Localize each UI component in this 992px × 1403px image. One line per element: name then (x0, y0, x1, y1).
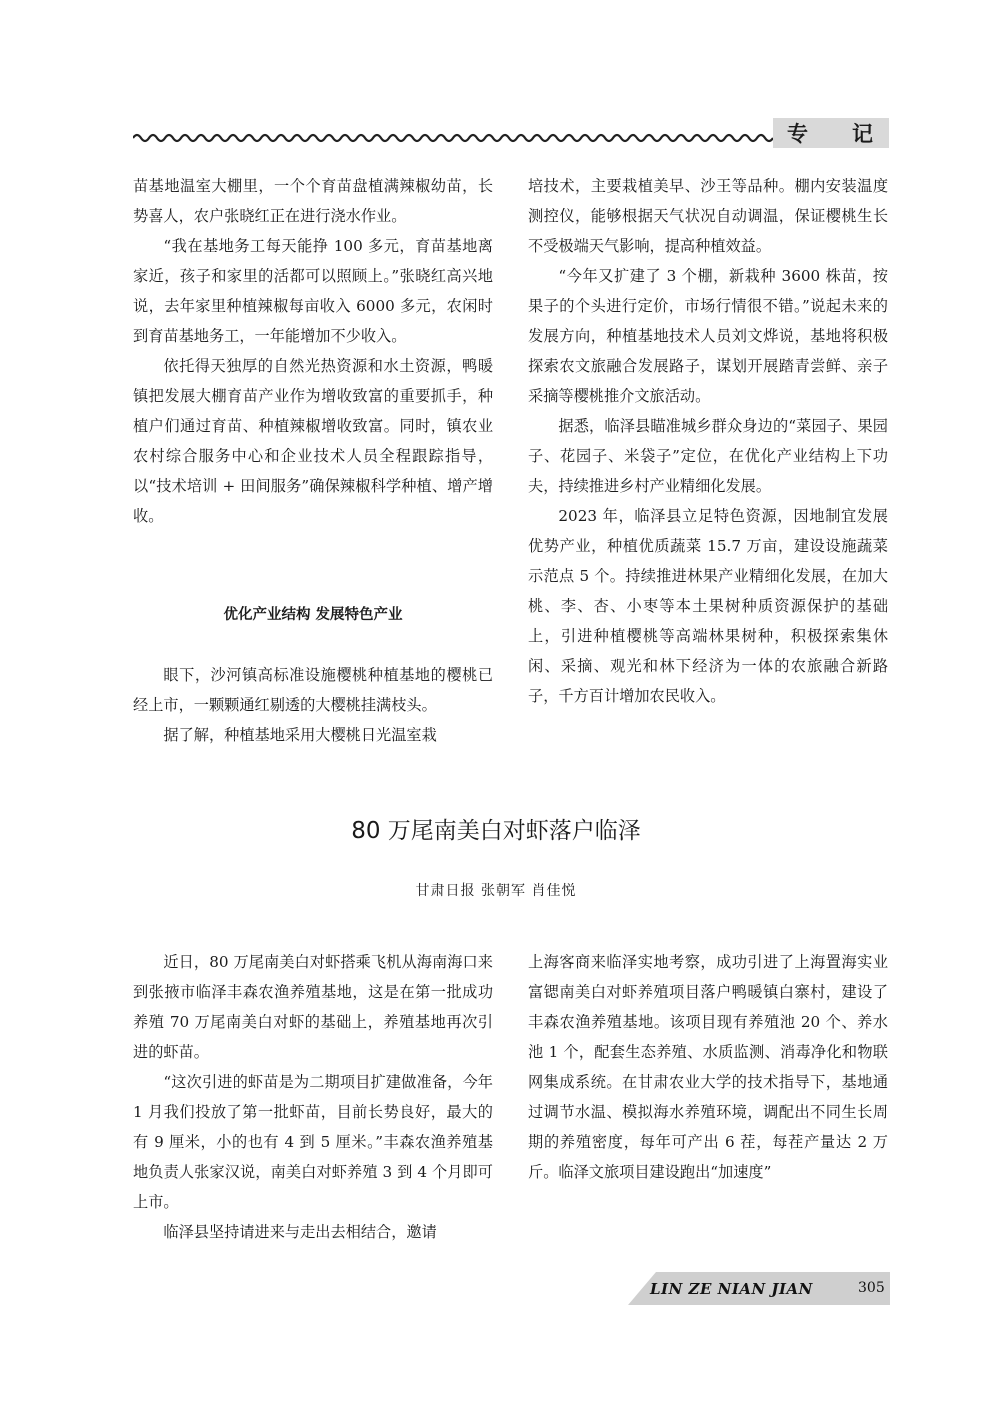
article-title: 80 万尾南美白对虾落户临泽 (351, 818, 641, 844)
paragraph: 上海客商来临泽实地考察，成功引进了上海置海实业富锶南美白对虾养殖项目落户鸭暖镇白寨村，建设了丰森农渔养殖基地。该项目现有养殖池 20 个、养水池 1 个，配套生态养殖、水质监测、消毒净化和物联网集成系统。在甘肃农业大学的技术指导下，基地通过调节水温、模拟海水养殖环境，调配出不同生长周期的养殖密度，每年可产出 6 茬，每茬产量达 2 万斤。临泽文旅项目建设跑出“加速度” (528, 953, 888, 1181)
paragraph: 近日，80 万尾南美白对虾搭乘飞机从海南海口来到张掖市临泽丰森农渔养殖基地，这是在第一批成功养殖 70 万尾南美白对虾的基础上，养殖基地再次引进的虾苗。 (133, 953, 493, 1061)
paragraph: 临泽县坚持请进来与走出去相结合，邀请 (163, 1223, 437, 1241)
paragraph: 依托得天独厚的自然光热资源和水土资源，鸭暖镇把发展大棚育苗产业作为增收致富的重要抓手，种植户们通过育苗、种植辣椒增收致富。同时，镇农业农村综合服务中心和企业技术人员全程跟踪指导，以“技术培训 + 田间服务”确保辣椒科学种植、增产增收。 (133, 357, 493, 525)
column-bottom-right (528, 947, 888, 1187)
paragraph: “今年又扩建了 3 个棚，新栽种 3600 株苗，按果子的个头进行定价，市场行情很不错。”说起未来的发展方向，种植基地技术人员刘文烨说，基地将积极探索农文旅融合发展路子，谋划开展踏青尝鲜、亲子采摘等樱桃推介文旅活动。 (528, 267, 888, 405)
paragraph: 苗基地温室大棚里，一个个育苗盘植满辣椒幼苗，长势喜人，农户张晓红正在进行浇水作业。 (133, 177, 493, 225)
paragraph: 培技术，主要栽植美早、沙王等品种。棚内安装温度测控仪，能够根据天气状况自动调温，保证樱桃生长不受极端天气影响，提高种植效益。 (528, 177, 888, 255)
column-top-left (133, 171, 493, 531)
section-tag (773, 118, 889, 148)
page-number: 305 (858, 1280, 885, 1296)
article-byline: 甘肃日报 张朝军 肖佳悦 (415, 883, 577, 899)
paragraph: 据悉，临泽县瞄准城乡群众身边的“菜园子、果园子、花园子、米袋子”定位，在优化产业结构上下功夫，持续推进乡村产业精细化发展。 (528, 417, 888, 495)
paragraph: “这次引进的虾苗是为二期项目扩建做准备，今年 1 月我们投放了第一批虾苗，目前长势良好，最大的有 9 厘米，小的也有 4 到 5 厘米。”丰森农渔养殖基地负责人张家汉说，南美白对虾养殖 3 到 4 个月即可上市。 (133, 1073, 493, 1211)
column-bottom-left (133, 947, 493, 1247)
journal-name: LIN ZE NIAN JIAN (650, 1280, 813, 1298)
column-top-right (528, 171, 888, 711)
section-tag-char-2: 记 (852, 122, 875, 146)
paragraph: 据了解，种植基地采用大樱桃日光温室栽 (163, 726, 437, 744)
header-wavy-rule (133, 132, 773, 144)
section-tag-char-1: 专 (787, 122, 810, 146)
paragraph: “我在基地务工每天能挣 100 多元，育苗基地离家近，孩子和家里的活都可以照顾上。”张晓红高兴地说，去年家里种植辣椒每亩收入 6000 多元，农闲时到育苗基地务工，一年能增加不少收入。 (133, 237, 493, 345)
paragraph: 眼下，沙河镇高标准设施樱桃种植基地的樱桃已经上市，一颗颗通红剔透的大樱桃挂满枝头。 (133, 666, 493, 714)
section-subheading: 优化产业结构 发展特色产业 (223, 607, 403, 623)
paragraph: 2023 年，临泽县立足特色资源，因地制宜发展优势产业，种植优质蔬菜 15.7 万亩，建设设施蔬菜示范点 5 个。持续推进林果产业精细化发展，在加大桃、李、杏、小枣等本土果树种质资源保护的基础上，引进种植樱桃等高端林果树种，积极探索集休闲、采摘、观光和林下经济为一体的农旅融合新路子，千方百计增加农民收入。 (528, 507, 888, 705)
column-top-left-continued (133, 660, 493, 750)
